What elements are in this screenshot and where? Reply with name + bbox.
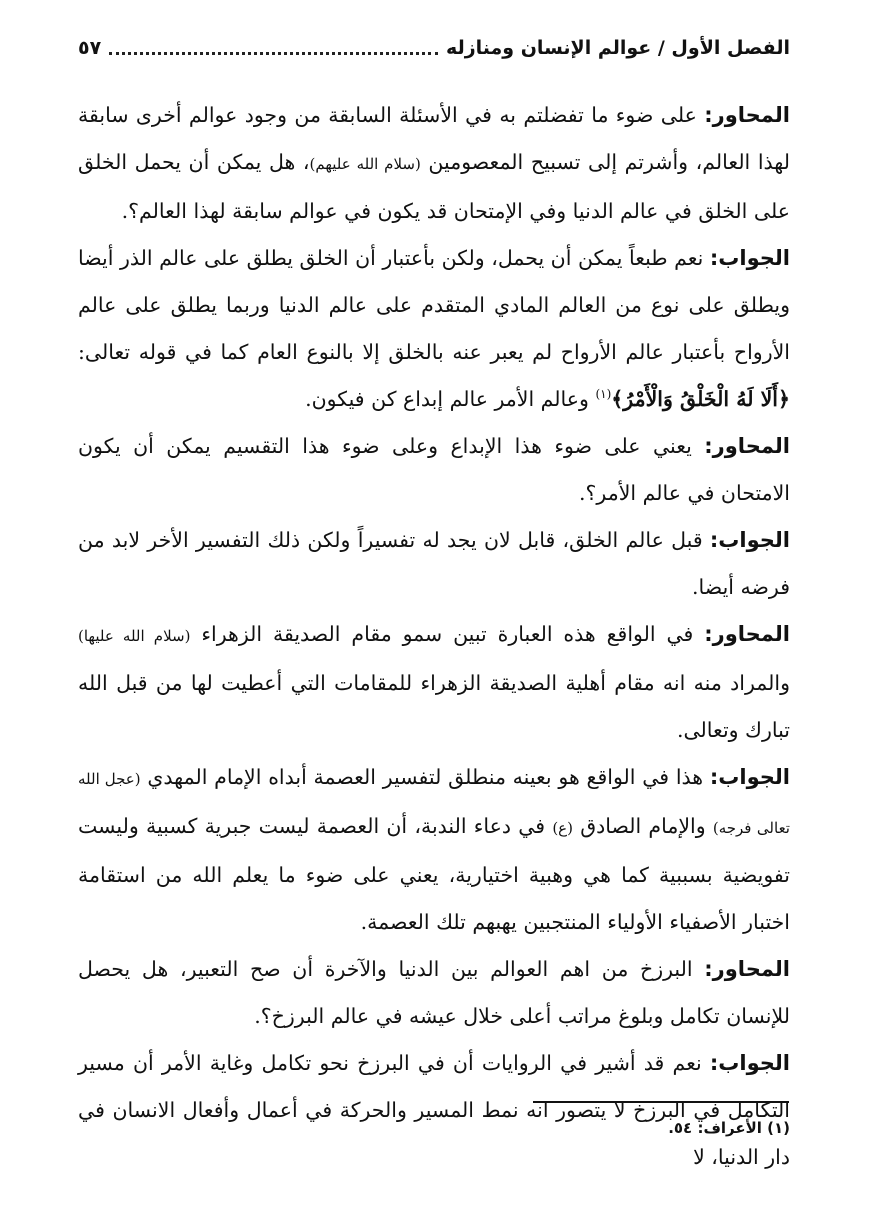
paragraph-answer-4	[78, 1040, 790, 1181]
interviewer-label: المحاور:	[704, 434, 790, 458]
paragraph-text: في الواقع هذه العبارة تبين سمو مقام الصديقة الزهراء	[201, 622, 694, 646]
honorific: (سلام الله عليهم)	[309, 155, 421, 173]
interviewer-label: المحاور:	[704, 622, 790, 646]
paragraph-text: هذا في الواقع هو بعينه منطلق لتفسير العصمة أبداه الإمام المهدي	[147, 765, 704, 789]
paragraph-text: نعم قد أشير في الروايات أن في البرزخ نحو تكامل وغاية الأمر أن مسير التكامل في البرزخ لا يتصور انه نمط المسير والحركة في أعمال وأفعال الانسان في دار الدنيا، لا	[78, 1051, 790, 1169]
paragraph-text: والإمام الصادق	[580, 814, 706, 838]
paragraph-interviewer-1	[78, 92, 790, 235]
paragraph-text: قبل عالم الخلق، قابل لان يجد له تفسيراً ولكن ذلك التفسير الأخر لابد من فرضه أيضا.	[78, 528, 790, 599]
page-body	[78, 92, 790, 1181]
answer-label: الجواب:	[709, 765, 790, 789]
footnote-divider	[533, 1101, 789, 1103]
chapter-title: الفصل الأول / عوالم الإنسان ومنازله	[446, 37, 790, 59]
quran-verse: ﴿أَلَا لَهُ الْخَلْقُ وَالْأَمْرُ﴾	[611, 387, 790, 411]
paragraph-answer-3	[78, 754, 790, 946]
answer-label: الجواب:	[709, 246, 790, 270]
paragraph-text: في دعاء الندبة، أن العصمة ليست جبرية كسبية وليست تفويضية بسببية كما هي وهبية اختيارية، يعني على ضوء ما يعلم الله من استقامة اختبار الأصفياء الأولياء المنتجبين يهبهم تلك العصمة.	[78, 814, 790, 934]
answer-label: الجواب:	[709, 528, 790, 552]
honorific: (ع)	[552, 819, 573, 837]
paragraph-text: والمراد منه انه مقام أهلية الصديقة الزهراء للمقامات التي أعطيت لها من قبل الله تبارك وتعالى.	[78, 671, 790, 742]
honorific: (عجل الله تعالى فرجه)	[78, 770, 790, 837]
footnote-reference[interactable]: (١)	[595, 387, 612, 402]
paragraph-interviewer-2	[78, 423, 790, 517]
footnote: (١) الأعراف: ٥٤.	[668, 1119, 790, 1137]
interviewer-label: المحاور:	[704, 957, 790, 981]
leader-dots	[109, 50, 438, 55]
answer-label: الجواب:	[709, 1051, 790, 1075]
page-number: ٥٧	[78, 37, 102, 59]
paragraph-interviewer-3	[78, 611, 790, 754]
running-header	[78, 28, 790, 68]
paragraph-text: على ضوء ما تفضلتم به في الأسئلة السابقة من وجود عوالم أخرى سابقة لهذا العالم، وأشرتم إلى تسبيح المعصومين	[78, 103, 790, 174]
interviewer-label: المحاور:	[704, 103, 790, 127]
paragraph-text: يعني على ضوء هذا الإبداع وعلى ضوء هذا التقسيم يمكن أن يكون الامتحان في عالم الأمر؟.	[78, 434, 790, 505]
paragraph-answer-1	[78, 235, 790, 423]
paragraph-text: وعالم الأمر عالم إبداع كن فيكون.	[305, 387, 589, 411]
paragraph-text: ، هل يمكن أن يحمل الخلق على الخلق في عالم الدنيا وفي الإمتحان قد يكون في عوالم سابقة لهذا العالم؟.	[78, 150, 790, 223]
paragraph-text: البرزخ من اهم العوالم بين الدنيا والآخرة أن صح التعبير، هل يحصل للإنسان تكامل وبلوغ مراتب أعلى خلال عيشه في عالم البرزخ؟.	[78, 957, 790, 1028]
paragraph-text: نعم طبعاً يمكن أن يحمل، ولكن بأعتبار أن الخلق يطلق على عالم الذر أيضا ويطلق على نوع من العالم المادي المتقدم على عالم الدنيا وربما يطلق على عالم الأرواح بأعتبار عالم الأرواح لم يعبر عنه بالخلق إلا بالنوع العام كما في قوله تعالى:	[78, 246, 790, 364]
honorific: (سلام الله عليها)	[78, 627, 191, 645]
paragraph-interviewer-4	[78, 946, 790, 1040]
paragraph-answer-2	[78, 517, 790, 611]
